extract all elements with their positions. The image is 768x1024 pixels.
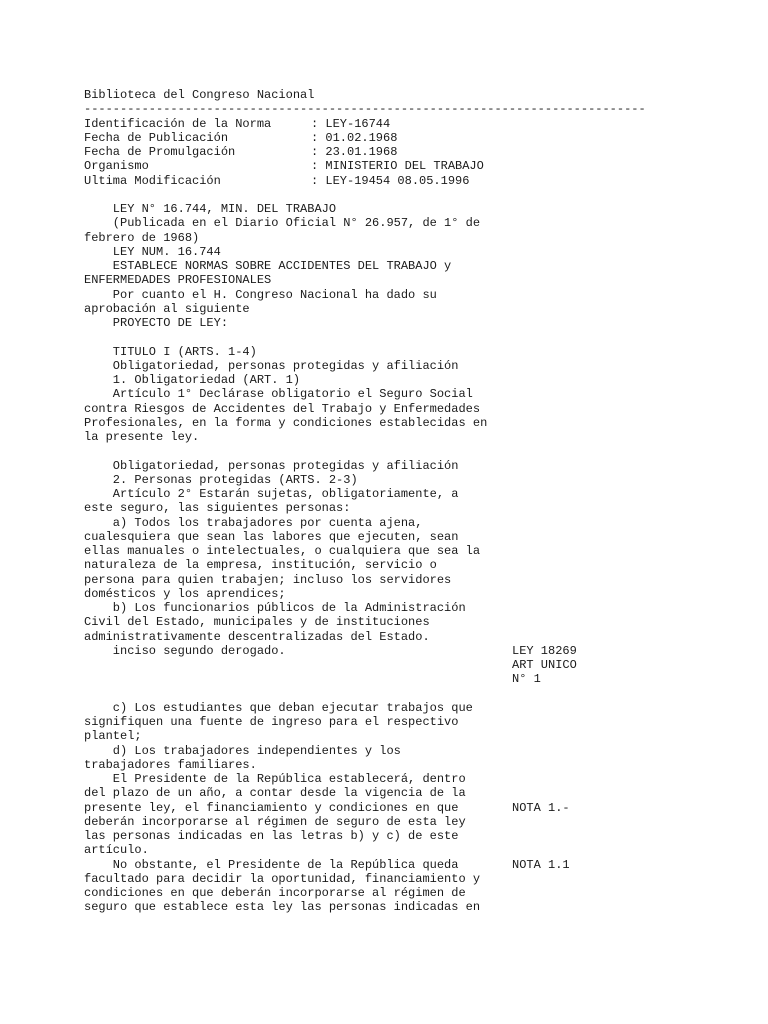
text-line: inciso segundo derogado. <box>84 643 286 658</box>
metadata-row-publicacion <box>84 131 684 145</box>
metadata-value: : 01.02.1968 <box>311 130 398 145</box>
inciso-row <box>84 644 684 687</box>
text-line: Artículo 1° Declárase obligatorio el Seguro Social <box>84 387 473 402</box>
text-line: Civil del Estado, municipales y de instituciones <box>84 615 430 630</box>
text-line: plantel; <box>84 729 142 744</box>
metadata-value: : LEY-19454 08.05.1996 <box>311 173 470 188</box>
spacer <box>84 330 684 344</box>
text-line: Obligatoriedad, personas protegidas y afiliación <box>84 358 459 373</box>
text-line: domésticos y los aprendices; <box>84 586 286 601</box>
metadata-value: : MINISTERIO DEL TRABAJO <box>311 159 484 174</box>
text-line: Artículo 2° Estarán sujetas, obligatoriamente, a <box>84 487 459 501</box>
text-line: ellas manuales o intelectuales, o cualquiera que sea la <box>84 544 481 558</box>
text-line: b) Los funcionarios públicos de la Administración <box>84 601 466 615</box>
text-line: ESTABLECE NORMAS SOBRE ACCIDENTES DEL TRABAJO y <box>84 259 452 273</box>
text-line: las personas indicadas en las letras b) y c) de este <box>84 829 459 843</box>
text-line: febrero de 1968) <box>84 230 200 245</box>
text-line: signifiquen una fuente de ingreso para el respectivo <box>84 715 459 729</box>
metadata-label: Organismo <box>84 159 149 174</box>
margin-note-line: NOTA 1.- <box>512 800 570 815</box>
margin-note <box>512 858 612 872</box>
metadata-row-ultima-modificacion <box>84 174 684 188</box>
text-line: contra Riesgos de Accidentes del Trabajo y Enfermedades <box>84 401 481 416</box>
margin-note-line: ART UNICO <box>512 658 577 672</box>
titulo-1-block <box>84 345 684 445</box>
text-line: naturaleza de la empresa, institución, servicio o <box>84 558 437 573</box>
metadata-label: Fecha de Publicación <box>84 130 229 145</box>
text-line: d) Los trabajadores independientes y los <box>84 743 401 758</box>
metadata-label: Ultima Modificación <box>84 173 221 188</box>
metadata-value: : 23.01.1968 <box>311 145 398 159</box>
spacer <box>84 687 684 701</box>
text-line: administrativamente descentralizadas del Estado. <box>84 629 430 644</box>
metadata-block <box>84 117 684 188</box>
text-line: c) Los estudiantes que deban ejecutar trabajos que <box>84 700 473 715</box>
text-line: presente ley, el financiamiento y condiciones en que <box>84 800 459 815</box>
text-line: artículo. <box>84 843 149 858</box>
spacer <box>84 188 684 202</box>
text-line: LEY NUM. 16.744 <box>84 244 221 259</box>
text-line: este seguro, las siguientes personas: <box>84 501 351 516</box>
law-document <box>84 88 684 915</box>
text-line: PROYECTO DE LEY: <box>84 316 229 330</box>
margin-note <box>512 772 612 815</box>
text-line: persona para quien trabajen; incluso los servidores <box>84 572 452 587</box>
metadata-label: Fecha de Promulgación <box>84 145 236 159</box>
text-line: Obligatoriedad, personas protegidas y afiliación <box>84 458 459 473</box>
text-line: 2. Personas protegidas (ARTS. 2-3) <box>84 472 358 487</box>
metadata-row-organismo <box>84 159 684 173</box>
text-line: seguro que establece esta ley las personas indicadas en <box>84 900 481 915</box>
metadata-row-identificacion <box>84 117 684 131</box>
text-line: aprobación al siguiente <box>84 301 250 316</box>
text-line: Por cuanto el H. Congreso Nacional ha dado su <box>84 287 437 302</box>
text-line: del plazo de un año, a contar desde la vigencia de la <box>84 786 466 801</box>
spacer <box>84 444 684 458</box>
articulo-2-block <box>84 459 684 644</box>
presidente-paragraph-1 <box>84 772 684 858</box>
text-line: (Publicada en el Diario Oficial N° 26.957, de 1° de <box>84 216 481 231</box>
text-line: facultado para decidir la oportunidad, financiamiento y <box>84 871 481 886</box>
presidente-paragraph-2 <box>84 858 684 915</box>
metadata-row-promulgacion <box>84 145 684 159</box>
text-line: ENFERMEDADES PROFESIONALES <box>84 273 272 288</box>
text-line: El Presidente de la República establecerá, dentro <box>84 772 466 786</box>
text-line: No obstante, el Presidente de la República queda <box>84 857 459 872</box>
text-line: LEY N° 16.744, MIN. DEL TRABAJO <box>84 202 337 216</box>
text-line: trabajadores familiares. <box>84 757 257 772</box>
margin-note-line: NOTA 1.1 <box>512 857 570 872</box>
margin-note-line: N° 1 <box>512 672 541 687</box>
margin-note-line: LEY 18269 <box>512 643 577 658</box>
separator-line: ------------------------------------------------------------------------------ <box>84 102 646 117</box>
text-line: deberán incorporarse al régimen de seguro de esta ley <box>84 814 466 829</box>
text-line: a) Todos los trabajadores por cuenta ajena, <box>84 515 423 530</box>
text-line: Profesionales, en la forma y condiciones establecidas en <box>84 415 488 430</box>
articulo-2-continuation <box>84 701 684 772</box>
intro-block <box>84 202 684 330</box>
text-line: TITULO I (ARTS. 1-4) <box>84 344 257 359</box>
library-title: Biblioteca del Congreso Nacional <box>84 88 315 102</box>
text-line: 1. Obligatoriedad (ART. 1) <box>84 373 301 387</box>
metadata-label: Identificación de la Norma <box>84 116 272 131</box>
margin-note <box>512 644 612 687</box>
metadata-value: : LEY-16744 <box>311 116 391 131</box>
text-line: cualesquiera que sean las labores que ejecuten, sean <box>84 529 459 544</box>
text-line: condiciones en que deberán incorporarse al régimen de <box>84 886 466 900</box>
text-line: la presente ley. <box>84 430 200 444</box>
